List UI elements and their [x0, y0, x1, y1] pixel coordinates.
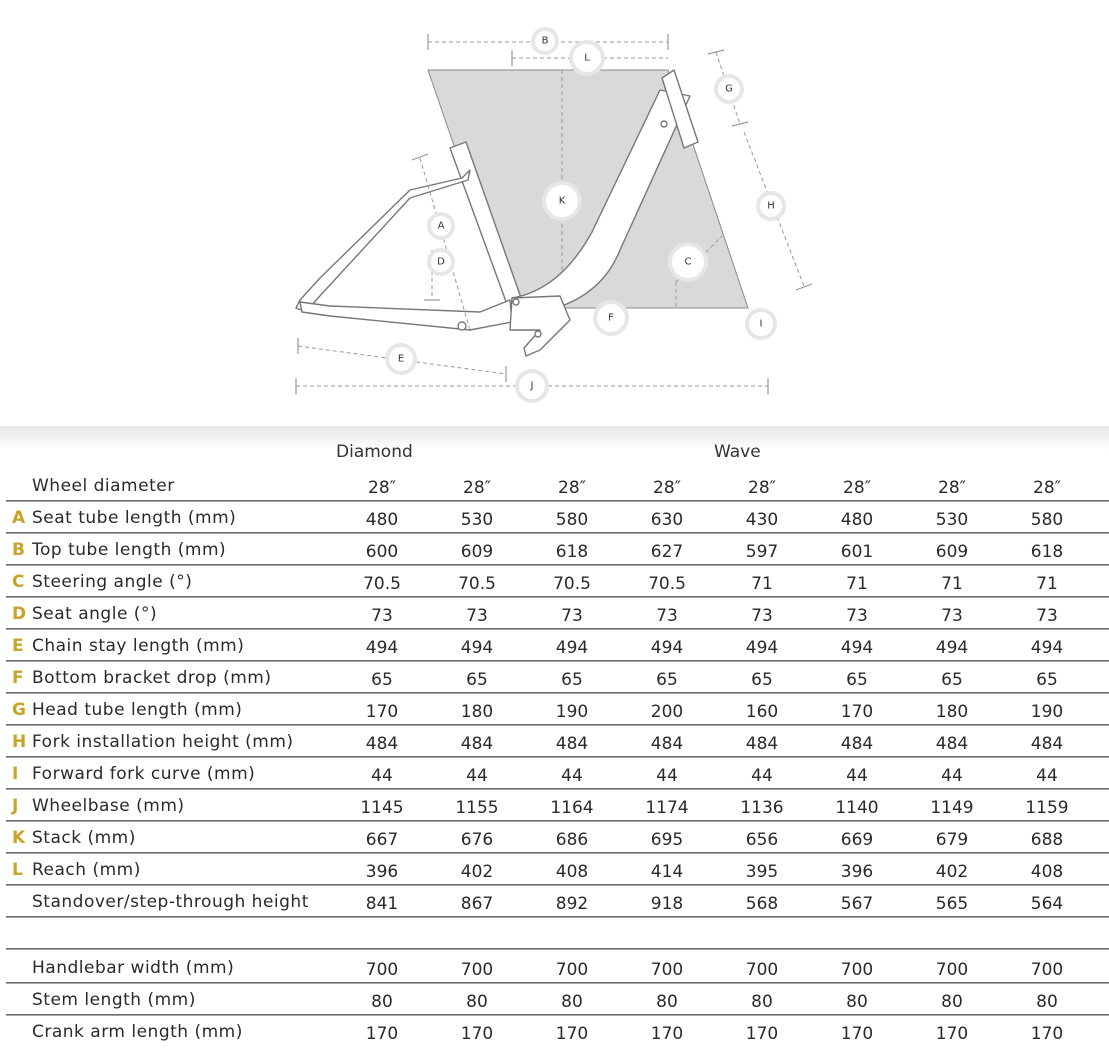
row-letter: B — [12, 540, 25, 560]
table-cell: 494 — [935, 638, 969, 658]
marker-e — [387, 345, 415, 373]
table-cell: 71 — [1036, 574, 1058, 594]
table-cell: 609 — [460, 542, 494, 562]
table-cell: 700 — [745, 960, 779, 980]
table-cell: 70.5 — [648, 574, 686, 594]
table-cell: 484 — [365, 734, 399, 754]
table-cell: 494 — [840, 638, 874, 658]
table-cell: 396 — [365, 862, 399, 882]
table-cell: 80 — [466, 992, 488, 1012]
marker-i — [747, 310, 775, 338]
marker-f — [595, 302, 627, 334]
table-cell: 71 — [846, 574, 868, 594]
table-cell: 1174 — [645, 798, 689, 818]
table-cell: 70.5 — [458, 574, 496, 594]
row-letter: K — [12, 828, 26, 848]
row-letter: F — [12, 668, 24, 688]
row-label: Steering angle (°) — [32, 572, 193, 592]
marker-g — [716, 76, 742, 102]
marker-j — [517, 371, 547, 401]
table-row — [6, 984, 1109, 1016]
table-row — [6, 952, 1109, 984]
row-label: Top tube length (mm) — [32, 540, 227, 560]
table-cell: 65 — [1036, 670, 1058, 690]
row-label: Stem length (mm) — [32, 990, 196, 1010]
table-cell: 841 — [365, 894, 399, 914]
row-label: Forward fork curve (mm) — [32, 764, 256, 784]
table-cell: 695 — [650, 830, 684, 850]
row-label: Crank arm length (mm) — [32, 1022, 243, 1042]
table-row — [6, 694, 1109, 726]
table-cell: 679 — [935, 830, 969, 850]
table-cell: 65 — [656, 670, 678, 690]
table-cell: 484 — [840, 734, 874, 754]
table-cell: 918 — [650, 894, 684, 914]
table-cell: 700 — [1030, 960, 1064, 980]
svg-text:E: E — [397, 353, 405, 365]
table-cell: 408 — [1030, 862, 1064, 882]
table-cell: 484 — [1030, 734, 1064, 754]
table-cell: 200 — [650, 702, 684, 722]
table-cell: 80 — [941, 992, 963, 1012]
marker-l — [571, 42, 603, 74]
svg-text:J: J — [530, 380, 534, 392]
table-cell: 609 — [935, 542, 969, 562]
table-cell: 484 — [650, 734, 684, 754]
table-cell: 700 — [650, 960, 684, 980]
table-cell: 80 — [656, 992, 678, 1012]
svg-text:D: D — [437, 256, 445, 268]
svg-text:L: L — [584, 52, 590, 64]
table-cell: 430 — [745, 510, 779, 530]
svg-text:F: F — [608, 312, 614, 324]
row-label: Fork installation height (mm) — [32, 732, 294, 752]
table-cell: 180 — [460, 702, 494, 722]
table-cell: 494 — [1030, 638, 1064, 658]
table-cell: 73 — [371, 606, 393, 626]
table-cell: 395 — [745, 862, 779, 882]
table-cell: 170 — [840, 702, 874, 722]
svg-text:C: C — [684, 256, 692, 268]
table-cell: 402 — [460, 862, 494, 882]
table-cell: 44 — [466, 766, 488, 786]
table-cell: 65 — [846, 670, 868, 690]
table-row — [6, 886, 1109, 918]
table-row — [6, 758, 1109, 790]
table-cell: 597 — [745, 542, 779, 562]
table-cell: 80 — [561, 992, 583, 1012]
table-cell: 618 — [555, 542, 589, 562]
table-cell: 73 — [466, 606, 488, 626]
table-cell: 73 — [656, 606, 678, 626]
table-row — [6, 662, 1109, 694]
table-cell: 1145 — [360, 798, 404, 818]
table-cell: 402 — [935, 862, 969, 882]
row-letter: L — [12, 860, 23, 880]
row-letter: I — [12, 764, 19, 784]
table-top-shade — [0, 426, 1109, 450]
row-label: Seat angle (°) — [32, 604, 158, 624]
table-row — [6, 790, 1109, 822]
table-row — [6, 598, 1109, 630]
table-row — [6, 534, 1109, 566]
table-cell: 170 — [650, 1024, 684, 1044]
table-cell: 484 — [555, 734, 589, 754]
table-cell: 408 — [555, 862, 589, 882]
row-label: Head tube length (mm) — [32, 700, 243, 720]
row-label: Handlebar width (mm) — [32, 958, 235, 978]
group-header-wave: Wave — [714, 442, 761, 462]
table-cell: 688 — [1030, 830, 1064, 850]
table-cell: 70.5 — [363, 574, 401, 594]
table-cell: 700 — [840, 960, 874, 980]
table-cell: 630 — [650, 510, 684, 530]
table-cell: 44 — [371, 766, 393, 786]
table-cell: 65 — [561, 670, 583, 690]
table-cell: 580 — [1030, 510, 1064, 530]
table-cell: 618 — [1030, 542, 1064, 562]
table-cell: 73 — [1036, 606, 1058, 626]
table-cell: 676 — [460, 830, 494, 850]
table-cell: 494 — [460, 638, 494, 658]
row-letter: A — [12, 508, 26, 528]
table-cell: 44 — [1036, 766, 1058, 786]
table-cell: 667 — [365, 830, 399, 850]
table-cell: 28″ — [463, 478, 491, 498]
table-cell: 44 — [846, 766, 868, 786]
table-cell: 73 — [561, 606, 583, 626]
table-cell: 28″ — [368, 478, 396, 498]
table-cell: 414 — [650, 862, 684, 882]
table-cell: 73 — [941, 606, 963, 626]
table-cell: 44 — [656, 766, 678, 786]
table-row — [6, 1016, 1109, 1048]
svg-text:A: A — [437, 220, 445, 232]
table-cell: 396 — [840, 862, 874, 882]
table-cell: 65 — [751, 670, 773, 690]
table-row — [6, 822, 1109, 854]
marker-d — [429, 250, 453, 274]
table-cell: 1164 — [550, 798, 594, 818]
svg-text:G: G — [725, 83, 733, 95]
table-cell: 601 — [840, 542, 874, 562]
marker-b — [533, 29, 557, 53]
table-cell: 656 — [745, 830, 779, 850]
table-cell: 567 — [840, 894, 874, 914]
frame-geometry-diagram — [0, 0, 1109, 420]
table-cell: 44 — [751, 766, 773, 786]
table-cell: 530 — [460, 510, 494, 530]
table-cell: 80 — [371, 992, 393, 1012]
marker-a — [429, 214, 453, 238]
row-letter: H — [12, 732, 27, 752]
table-cell: 1136 — [740, 798, 784, 818]
table-cell: 700 — [555, 960, 589, 980]
row-letter: C — [12, 572, 25, 592]
table-cell: 80 — [846, 992, 868, 1012]
table-cell: 170 — [365, 702, 399, 722]
table-cell: 28″ — [748, 478, 776, 498]
svg-text:H: H — [767, 200, 775, 212]
table-cell: 480 — [840, 510, 874, 530]
table-row — [6, 630, 1109, 662]
table-cell: 170 — [935, 1024, 969, 1044]
table-row — [6, 726, 1109, 758]
table-cell: 1140 — [835, 798, 879, 818]
table-cell: 65 — [371, 670, 393, 690]
row-label: Standover/step-through height — [32, 892, 309, 912]
table-cell: 530 — [935, 510, 969, 530]
table-cell: 494 — [650, 638, 684, 658]
table-cell: 28″ — [653, 478, 681, 498]
table-cell: 28″ — [938, 478, 966, 498]
table-row — [6, 854, 1109, 886]
table-cell: 892 — [555, 894, 589, 914]
table-cell: 1159 — [1025, 798, 1069, 818]
table-cell: 669 — [840, 830, 874, 850]
table-cell: 65 — [466, 670, 488, 690]
table-cell: 28″ — [558, 478, 586, 498]
table-row — [6, 502, 1109, 534]
table-cell: 627 — [650, 542, 684, 562]
table-cell: 494 — [365, 638, 399, 658]
table-cell: 180 — [935, 702, 969, 722]
row-letter: G — [12, 700, 26, 720]
table-cell: 44 — [561, 766, 583, 786]
table-cell: 700 — [460, 960, 494, 980]
group-header-diamond: Diamond — [336, 442, 413, 462]
row-letter: D — [12, 604, 27, 624]
marker-h — [758, 193, 784, 219]
row-label: Wheel diameter — [32, 476, 175, 496]
table-row — [6, 470, 1109, 502]
table-cell: 484 — [745, 734, 779, 754]
row-label: Bottom bracket drop (mm) — [32, 668, 272, 688]
row-label: Stack (mm) — [32, 828, 136, 848]
table-cell: 170 — [365, 1024, 399, 1044]
table-cell: 580 — [555, 510, 589, 530]
table-cell: 170 — [840, 1024, 874, 1044]
table-cell: 686 — [555, 830, 589, 850]
table-cell: 170 — [745, 1024, 779, 1044]
table-cell: 1149 — [930, 798, 974, 818]
table-cell: 700 — [935, 960, 969, 980]
table-cell: 484 — [935, 734, 969, 754]
table-cell: 867 — [460, 894, 494, 914]
table-cell: 80 — [751, 992, 773, 1012]
row-label: Chain stay length (mm) — [32, 636, 245, 656]
row-letter: J — [12, 796, 19, 816]
table-cell: 565 — [935, 894, 969, 914]
table-cell: 700 — [365, 960, 399, 980]
svg-text:I: I — [759, 318, 763, 330]
row-label: Reach (mm) — [32, 860, 141, 880]
table-cell: 28″ — [1033, 478, 1061, 498]
table-spacer-row — [6, 918, 1109, 950]
marker-c — [670, 244, 706, 280]
table-cell: 1155 — [455, 798, 499, 818]
table-cell: 190 — [555, 702, 589, 722]
table-row — [6, 566, 1109, 598]
table-cell: 71 — [941, 574, 963, 594]
table-cell: 480 — [365, 510, 399, 530]
table-cell: 170 — [555, 1024, 589, 1044]
row-label: Wheelbase (mm) — [32, 796, 185, 816]
svg-text:K: K — [558, 195, 566, 207]
table-cell: 73 — [846, 606, 868, 626]
table-cell: 170 — [460, 1024, 494, 1044]
table-cell: 600 — [365, 542, 399, 562]
table-cell: 44 — [941, 766, 963, 786]
table-cell: 494 — [745, 638, 779, 658]
table-cell: 190 — [1030, 702, 1064, 722]
marker-k — [544, 183, 580, 219]
row-label: Seat tube length (mm) — [32, 508, 237, 528]
table-cell: 71 — [751, 574, 773, 594]
svg-text:B: B — [541, 35, 549, 47]
table-cell: 65 — [941, 670, 963, 690]
table-cell: 80 — [1036, 992, 1058, 1012]
table-cell: 160 — [745, 702, 779, 722]
table-cell: 484 — [460, 734, 494, 754]
table-cell: 28″ — [843, 478, 871, 498]
table-cell: 564 — [1030, 894, 1064, 914]
table-cell: 73 — [751, 606, 773, 626]
table-cell: 494 — [555, 638, 589, 658]
table-cell: 170 — [1030, 1024, 1064, 1044]
table-cell: 70.5 — [553, 574, 591, 594]
row-letter: E — [12, 636, 24, 656]
table-cell: 568 — [745, 894, 779, 914]
